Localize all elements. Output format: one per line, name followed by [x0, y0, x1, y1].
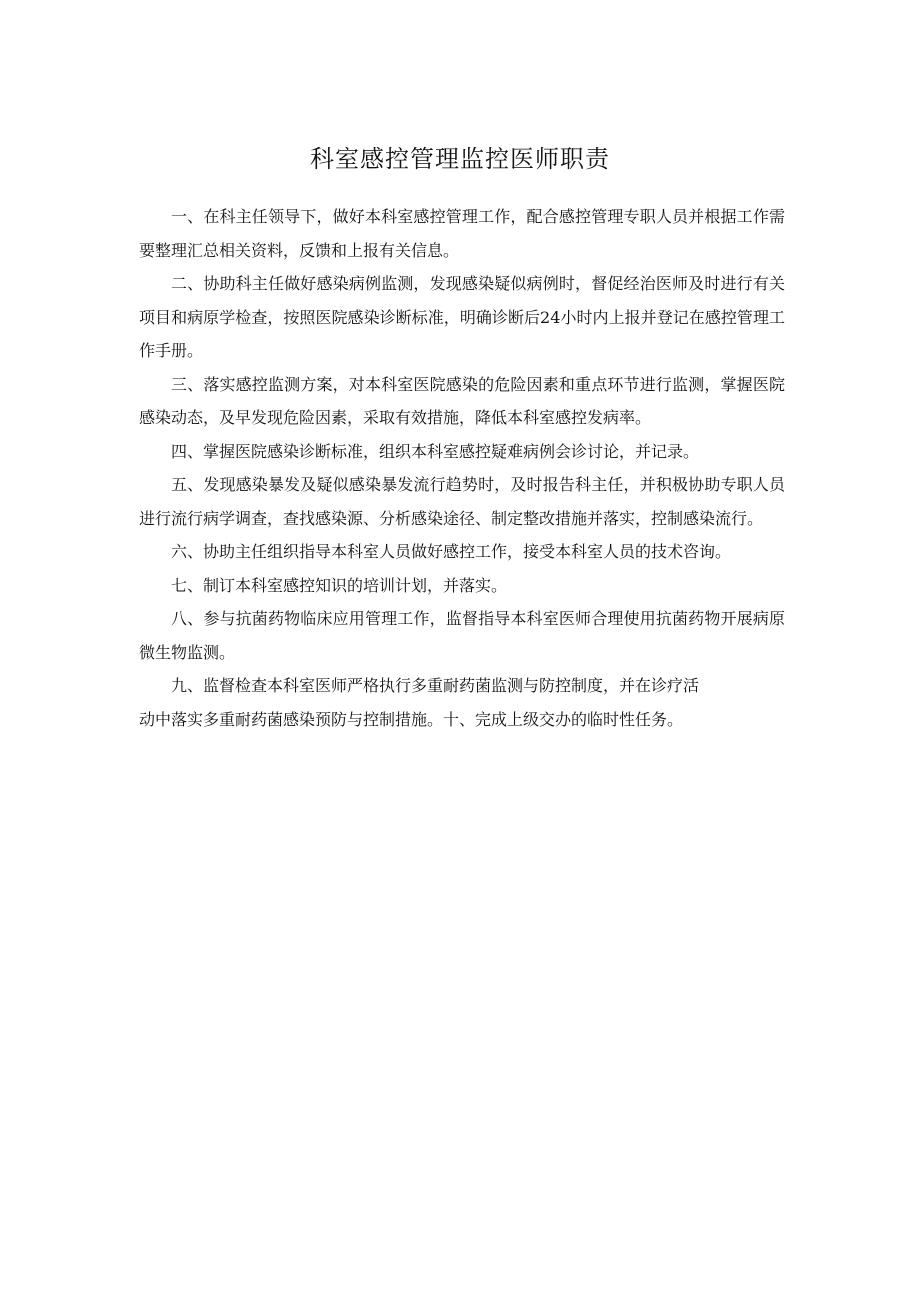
duty-paragraph-9: 九、监督检查本科室医师严格执行多重耐药菌监测与防控制度，并在诊疗活: [171, 676, 700, 695]
duty-paragraph-5: 五、发现感染暴发及疑似感染暴发流行趋势时，及时报告科主任，并积极协助专职人员进行流行病学调查，查找感染源、分析感染途径、制定整改措施并落实，控制感染流行。: [139, 475, 785, 528]
document-body: [139, 200, 785, 736]
duty-paragraph-2: 二、协助科主任做好感染病例监测，发现感染疑似病例时，督促经治医师及时进行有关项目和病原学检查，按照医院感染诊断标准，明确诊断后24小时内上报并登记在感控管理工作手册。: [139, 274, 785, 360]
duty-paragraph-7: 七、制订本科室感控知识的培训计划，并落实。: [171, 575, 508, 595]
duty-paragraph-4: 四、掌握医院感染诊断标准，组织本科室感控疑难病例会诊讨论，并记录。: [171, 441, 700, 461]
duty-paragraph-9-continuation: 动中落实多重耐药菌感染预防与控制措施。十、完成上级交办的临时性任务。: [139, 709, 684, 729]
duty-paragraph-6: 六、协助主任组织指导本科室人员做好感控工作，接受本科室人员的技术咨询。: [171, 542, 732, 561]
duty-paragraph-8: 八、参与抗菌药物临床应用管理工作，监督指导本科室医师合理使用抗菌药物开展病原微生物监测。: [139, 609, 785, 662]
duty-paragraph-1: 一、在科主任领导下，做好本科室感控管理工作，配合感控管理专职人员并根据工作需要整理汇总相关资料，反馈和上报有关信息。: [139, 207, 785, 260]
duty-paragraph-3: 三、落实感控监测方案，对本科室医院感染的危险因素和重点环节进行监测，掌握医院感染动态，及早发现危险因素，采取有效措施，降低本科室感控发病率。: [139, 374, 785, 427]
document-title: 科室感控管理监控医师职责: [310, 145, 610, 173]
